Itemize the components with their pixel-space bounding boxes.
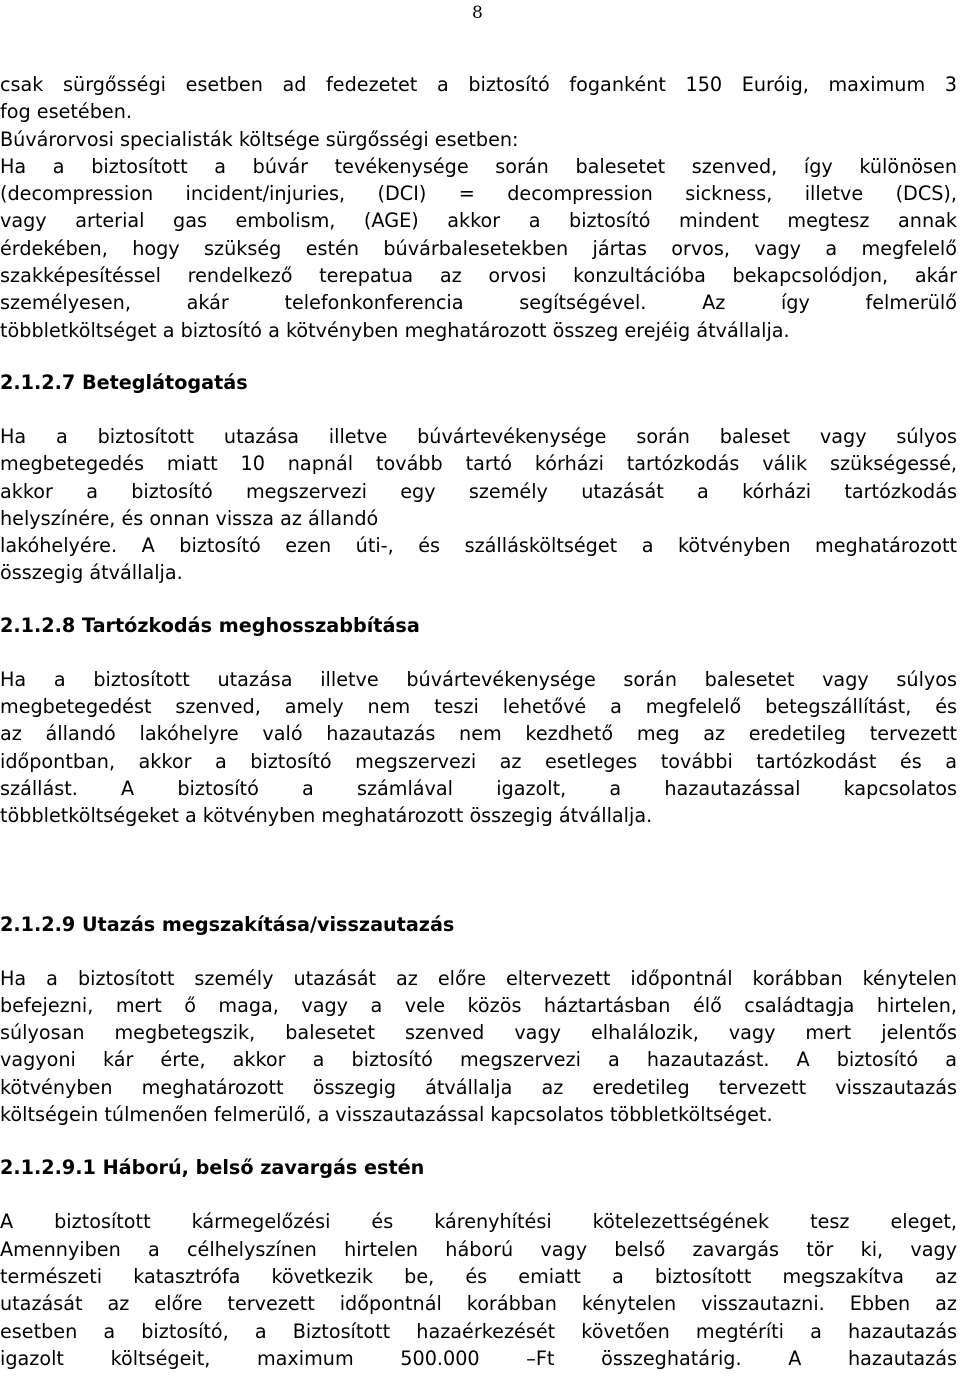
text-line: Ha a biztosított utazása illetve búvártevékenysége során balesetet vagy súlyos <box>0 667 957 691</box>
text-line: Ha a biztosított utazása illetve búvártevékenysége során baleset vagy súlyos <box>0 424 957 448</box>
text-line: összegig átvállalja. <box>0 561 183 585</box>
text-line: fog esetében. <box>0 100 132 124</box>
text-line: Búvárorvosi specialisták költsége sürgősségi esetben: <box>0 127 519 151</box>
text-line: érdekében, hogy szükség estén búvárbalesetekben jártas orvos, vagy a megfelelő <box>0 236 957 260</box>
text-line: (decompression incident/injuries, (DCI) = decompression sickness, illetve (DCS), <box>0 182 957 206</box>
text-line: többletköltségeket a kötvényben meghatározott összegig átvállalja. <box>0 804 653 828</box>
text-line: időpontban, akkor a biztosító megszervezi az esetleges további tartózkodást és a <box>0 749 957 773</box>
text-line: akkor a biztosító megszervezi egy személy utazását a kórházi tartózkodás <box>0 479 957 503</box>
text-line: csak sürgősségi esetben ad fedezetet a biztosító foganként 150 Euróig, maximum 3 <box>0 73 957 96</box>
text-line: megbetegedés miatt 10 napnál tovább tartó kórházi tartózkodás válik szükségessé, <box>0 452 957 476</box>
text-line: személyesen, akár telefonkonferencia segítségével. Az így felmerülő <box>0 291 957 315</box>
document-body <box>0 70 957 1372</box>
text-line: költségein túlmenően felmerülő, a visszautazással kapcsolatos többletköltséget. <box>0 1103 773 1127</box>
section-paragraph-2127 <box>0 423 957 587</box>
text-line: természeti katasztrófa következik be, és emiatt a biztosított megszakítva az <box>0 1264 957 1288</box>
section-paragraph-21291 <box>0 1208 957 1372</box>
text-line: Amennyiben a célhelyszínen hirtelen háború vagy belső zavargás tör ki, vagy <box>0 1237 957 1261</box>
text-line: helyszínére, és onnan vissza az állandó <box>0 506 379 530</box>
page-number: 8 <box>472 3 483 23</box>
text-line: esetben a biztosító, a Biztosított hazaérkezését követően megtéríti a hazautazás <box>0 1319 957 1343</box>
text-line: kötvényben meghatározott összegig átvállalja az eredetileg tervezett visszautazás <box>0 1075 957 1099</box>
text-line: Ha a biztosított a búvár tevékenysége során balesetet szenved, így különösen <box>0 154 957 178</box>
section-paragraph-2129 <box>0 965 957 1129</box>
text-line: szállást. A biztosító a számlával igazolt, a hazautazással kapcsolatos <box>0 776 957 800</box>
text-line: vagyoni kár érte, akkor a biztosító megszervezi a hazautazást. A biztosító a <box>0 1048 957 1072</box>
intro-paragraph <box>0 71 957 344</box>
text-line: megbetegedést szenved, amely nem teszi lehetővé a megfelelő betegszállítást, és <box>0 695 957 719</box>
text-line: szakképesítéssel rendelkező terepatua az orvosi konzultációba bekapcsolódjon, akár <box>0 264 957 288</box>
text-line: súlyosan megbetegszik, balesetet szenved vagy elhalálozik, vagy mert jelentős <box>0 1021 957 1045</box>
section-heading-2127: 2.1.2.7 Beteglátogatás <box>0 370 248 394</box>
text-line: lakóhelyére. A biztosító ezen úti-, és szállásköltséget a kötvényben meghatározott <box>0 534 957 558</box>
text-line: igazolt költségeit, maximum 500.000 –Ft összeghatárig. A hazautazás <box>0 1346 957 1370</box>
text-line: az állandó lakóhelyre való hazautazás nem kezdhető meg az eredetileg tervezett <box>0 722 957 746</box>
section-heading-21291: 2.1.2.9.1 Háború, belső zavargás estén <box>0 1156 425 1180</box>
text-line: befejezni, mert ő maga, vagy a vele közös háztartásban élő családtagja hirtelen, <box>0 993 957 1017</box>
section-paragraph-2128 <box>0 666 957 830</box>
text-line: vagy arterial gas embolism, (AGE) akkor a biztosító mindent megtesz annak <box>0 209 957 233</box>
text-line: A biztosított kármegelőzési és kárenyhítési kötelezettségének tesz eleget, <box>0 1210 957 1234</box>
text-line: utazását az előre tervezett időpontnál korábban kénytelen visszautazni. Ebben az <box>0 1292 957 1316</box>
text-line: többletköltséget a biztosító a kötvényben meghatározott összeg erejéig átvállalja. <box>0 318 790 342</box>
section-heading-2128: 2.1.2.8 Tartózkodás meghosszabbítása <box>0 613 420 637</box>
text-line: Ha a biztosított személy utazását az előre eltervezett időpontnál korábban kénytelen <box>0 966 957 990</box>
section-heading-2129: 2.1.2.9 Utazás megszakítása/visszautazás <box>0 912 455 936</box>
